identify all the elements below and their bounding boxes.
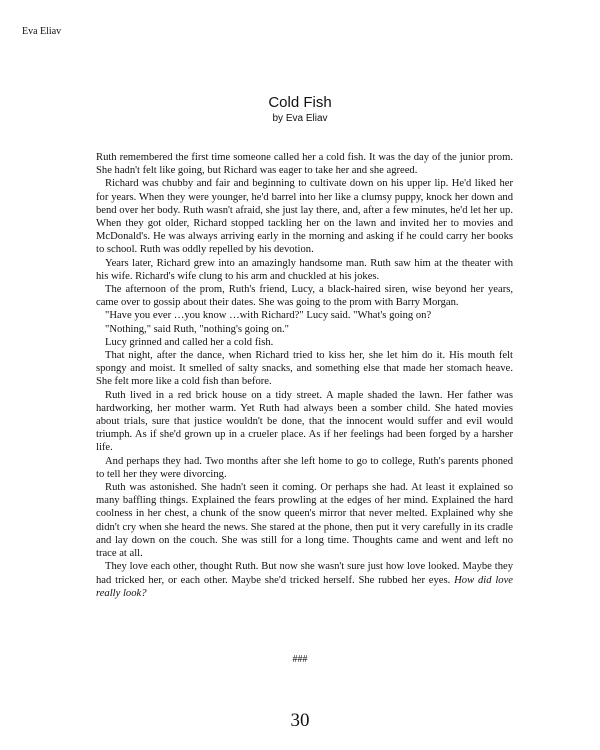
paragraph: Ruth remembered the first time someone called her a cold fish. It was the day of the junior prom. She hadn't felt like going, but Richard was eager to take her and she agreed. [96, 152, 513, 177]
paragraph: Ruth lived in a red brick house on a tidy street. A maple shaded the lawn. Her father was hardworking, her mother warm. Yet Ruth had always been a somber child. She hated movies about trials, sure that justice wouldn't be done, that the innocent would suffer and evil would triumph. As if she'd grown up in a crueler place. As if her feelings had been forged by a harsher life. [96, 389, 513, 454]
title-block [0, 94, 600, 125]
page-number: 30 [290, 710, 310, 731]
story-byline: by Eva Eliav [272, 113, 328, 124]
story-body [96, 151, 513, 600]
last-paragraph-italic: How did love really look? [96, 574, 513, 599]
paragraph: "Have you ever …you know …with Richard?" Lucy said. "What's going on? [105, 310, 432, 322]
paragraph: Lucy grinned and called her a cold fish. [105, 336, 274, 348]
paragraph: Ruth was astonished. She hadn't seen it coming. Or perhaps she had. At least it explained so many baffling things. Explained the fears prowling at the edges of her mind. Explained the hard coolness in her chest, a chunk of the snow queen's mirror that never melted. Explained why she didn't cry when she heard the news. She stared at the phone, then put it very carefully in its cradle and lay down on the couch. She was still for a long time. Thoughts came and went and left no trace at all. [96, 482, 513, 560]
scene-break: ### [292, 654, 308, 665]
paragraph: Richard was chubby and fair and beginning to cultivate down on his upper lip. He'd liked her for years. When they were younger, he'd barrel into her like a clumsy puppy, knock her down and bend over her body. Ruth wasn't afraid, she just lay there, and, after a few minutes, he'd let her up. When they got older, Richard stopped tackling her on the lawn and invited her to movies and McDonald's. He was always arriving early in the morning and asking if he could carry her books to school. Ruth was oddly repelled by his devotion. [96, 178, 513, 256]
paragraph: "Nothing," said Ruth, "nothing's going on." [105, 323, 290, 335]
last-paragraph [96, 560, 513, 600]
story-title: Cold Fish [268, 94, 332, 111]
paragraph: The afternoon of the prom, Ruth's friend, Lucy, a black-haired siren, wise beyond her years, came over to gossip about their dates. She was going to the prom with Barry Morgan. [96, 284, 513, 309]
paragraph: Years later, Richard grew into an amazingly handsome man. Ruth saw him at the theater with his wife. Richard's wife clung to his arm and chuckled at his jokes. [96, 257, 513, 282]
paragraph: And perhaps they had. Two months after she left home to go to college, Ruth's parents phoned to tell her they were divorcing. [96, 455, 513, 480]
running-header-author: Eva Eliav [22, 26, 62, 37]
last-paragraph-text: They love each other, thought Ruth. But now she wasn't sure just how love looked. Maybe they had tricked her, or each other. Maybe she'd tricked herself. She rubbed her eyes. [96, 561, 513, 586]
paragraph: That night, after the dance, when Richard tried to kiss her, she let him do it. His mouth felt spongy and moist. It smelled of salty snacks, and something else that made her stomach heave. She felt more like a cold fish than before. [96, 350, 513, 388]
